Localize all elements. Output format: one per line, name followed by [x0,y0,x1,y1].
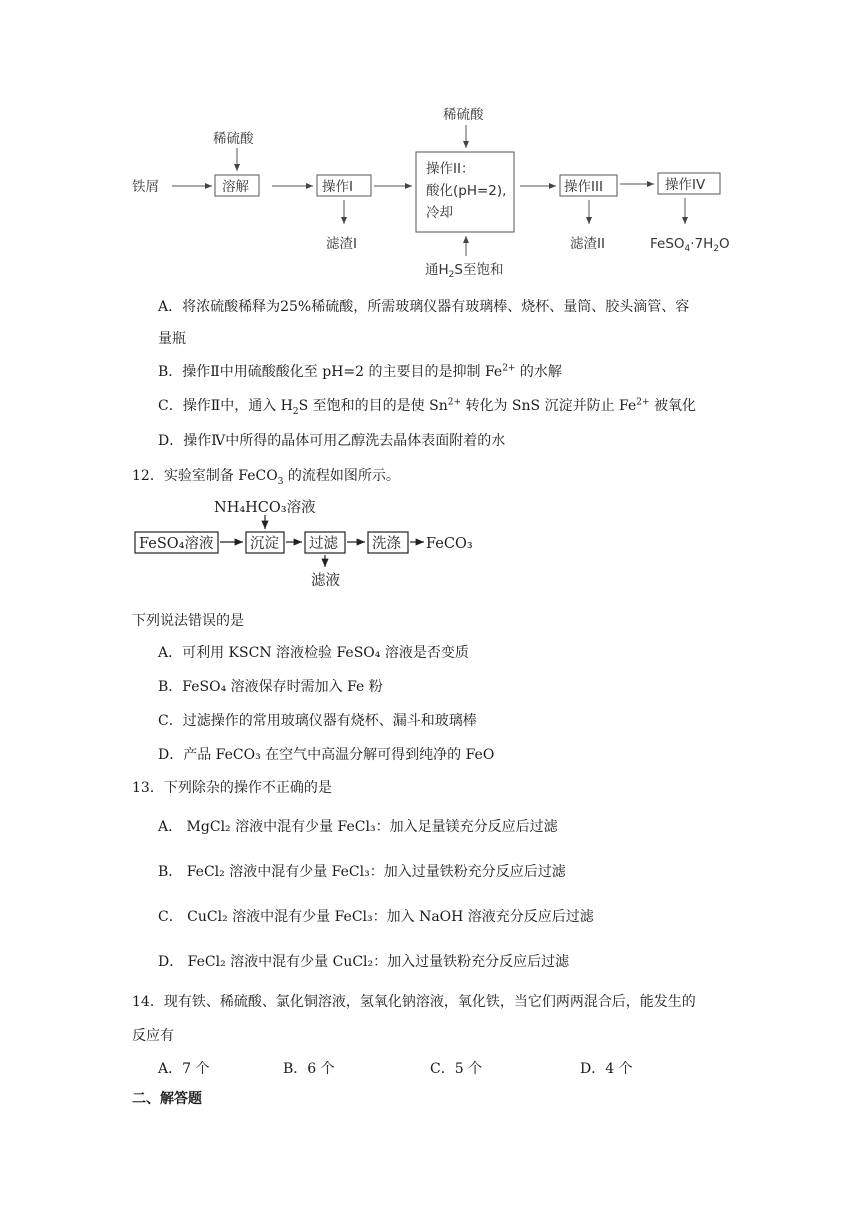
q13-stem: 13．下列除杂的操作不正确的是 [132,780,332,796]
q14-stem-line2: 反应有 [132,1028,174,1044]
reagent-label: NH₄HCO₃溶液 [214,500,316,516]
op2-line2: 酸化(pH=2), [426,183,507,199]
q14-option-d: D．4 个 [580,1061,633,1077]
step1-label: 沉淀 [250,536,279,552]
q13-option-c: C． CuCl₂ 溶液中混有少量 FeCl₃：加入 NaOH 溶液充分反应后过滤 [158,909,594,925]
q13-option-a: A． MgCl₂ 溶液中混有少量 FeCl₃：加入足量镁充分反应后过滤 [158,819,558,835]
op1-label: 操作I [322,179,353,195]
product-label: $FeSO_4\cdot 7H_2O$ [650,236,730,254]
q13-option-b: B． FeCl₂ 溶液中混有少量 FeCl₃：加入过量铁粉充分反应后过滤 [158,864,566,880]
q11-option-b: B．操作Ⅱ中用硫酸酸化至 pH=2 的主要目的是抑制 $Fe^{2+}$ 的水解 [158,363,562,380]
start-label: FeSO₄溶液 [139,536,214,552]
op4-label: 操作IV [665,177,706,193]
residue2-label: 滤渣II [570,236,605,252]
q12-option-a: A．可利用 KSCN 溶液检验 FeSO₄ 溶液是否变质 [158,645,469,661]
q14-option-b: B．6 个 [283,1061,335,1077]
flow-diagram-1 [0,0,860,290]
q14-option-c: C．5 个 [430,1061,483,1077]
start-label: 铁屑 [132,179,159,195]
q12-stem: 12．实验室制备 FeCO$_3$ 的流程如图所示。 [132,468,400,487]
acid-label-1: 稀硫酸 [213,131,254,147]
q12-ask: 下列说法错误的是 [132,613,244,629]
q12-option-b: B．FeSO₄ 溶液保存时需加入 Fe 粉 [158,679,383,695]
acid-label-2: 稀硫酸 [443,107,484,123]
q11-option-c: C．操作Ⅱ中，通入 $H_2S$ 至饱和的目的是使 $Sn^{2+}$ 转化为 SnS 沉淀并防止 $Fe^{2+}$ 被氧化 [158,397,696,417]
op2-line1: 操作II： [426,161,475,177]
op3-label: 操作III [564,179,603,195]
filtrate-label: 滤液 [311,573,340,589]
q12-option-c: C．过滤操作的常用玻璃仪器有烧杯、漏斗和玻璃棒 [158,713,477,729]
q12-option-d: D．产品 FeCO₃ 在空气中高温分解可得到纯净的 FeO [158,747,495,763]
q11-option-a-line1: A．将浓硫酸稀释为25%稀硫酸，所需玻璃仪器有玻璃棒、烧杯、量筒、胶头滴管、容 [158,299,690,315]
q14-stem-line1: 14．现有铁、稀硫酸、氯化铜溶液，氢氧化钠溶液，氧化铁，当它们两两混合后，能发生的 [132,994,696,1010]
residue1-label: 滤渣I [326,236,357,252]
h2s-label: 通$H_2S$至饱和 [425,262,504,280]
section-heading: 二、解答题 [132,1091,202,1107]
q11-option-d: D．操作Ⅳ中所得的晶体可用乙醇洗去晶体表面附着的水 [158,433,506,449]
step3-label: 洗涤 [372,536,401,552]
q11-option-a-line2: 量瓶 [158,331,186,347]
q13-option-d: D． FeCl₂ 溶液中混有少量 CuCl₂：加入过量铁粉充分反应后过滤 [158,954,570,970]
dissolve-label: 溶解 [222,179,249,195]
product-label: FeCO₃ [426,536,473,552]
q14-option-a: A．7 个 [158,1061,210,1077]
step2-label: 过滤 [309,536,338,552]
flow-diagram-2 [0,495,860,595]
op2-line3: 冷却 [426,205,453,221]
